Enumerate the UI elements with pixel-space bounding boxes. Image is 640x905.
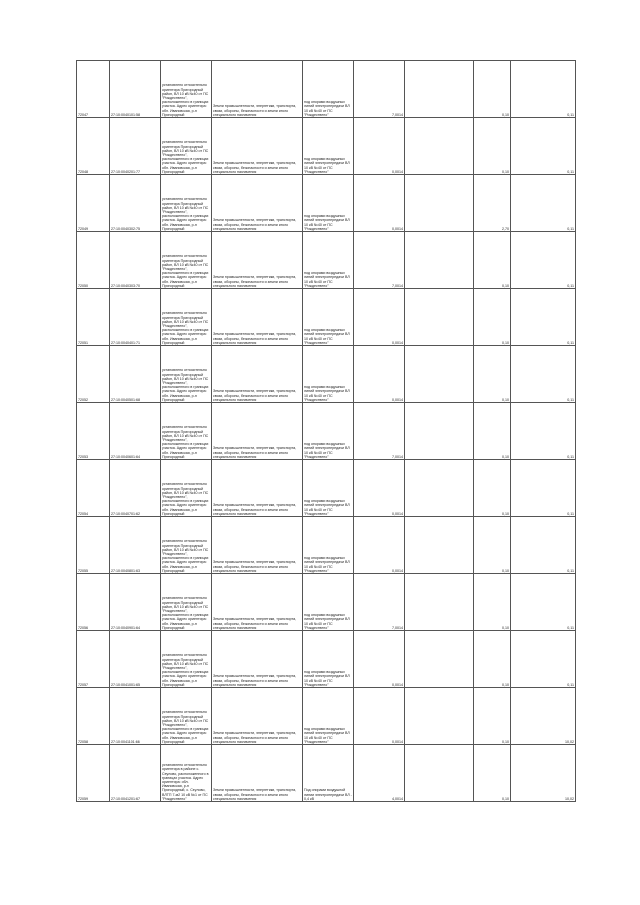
tax-value: 0,11	[511, 175, 576, 232]
cadastral-number: 27:10:0041201:67	[110, 745, 161, 802]
row-id: 72059	[77, 745, 110, 802]
row-id: 72048	[77, 118, 110, 175]
cadastral-number: 27:10:0041001:65	[110, 631, 161, 688]
table-row	[77, 574, 576, 631]
land-category: Земли промышленности, энергетики, транспорта, связи, обороны, безопасности и земли иного специального назначения	[212, 745, 303, 802]
area-value: 0,0014	[354, 631, 405, 688]
rate-value: 0,10	[474, 517, 511, 574]
land-category: Земли промышленности, энергетики, транспорта, связи, обороны, безопасности и земли иного специального назначения	[212, 289, 303, 346]
permitted-use: под опорами воздушных линий электропередачи ВЛ 10 кВ №40 от ПС "Рождествено"	[303, 517, 354, 574]
area-value: 0,0014	[354, 289, 405, 346]
location-description: установлено относительно ориентира Пригородный район, ВЛ 10 кВ №40 от ПС "Рождествено", расположенного в границах участка. Адрес ориентира: обл. Ивановская, р-н Пригородный	[161, 289, 212, 346]
cadastral-number: 27:10:0040303:70	[110, 232, 161, 289]
row-id: 72049	[77, 175, 110, 232]
location-description: установлено относительно ориентира Пригородный район, ВЛ 10 кВ №40 от ПС "Рождествено", расположенного в границах участка. Адрес ориентира: обл. Ивановская, р-н Пригородный	[161, 688, 212, 745]
row-id: 72047	[77, 61, 110, 118]
empty-cell	[405, 289, 474, 346]
empty-cell	[405, 403, 474, 460]
rate-value: 0,10	[474, 289, 511, 346]
location-description: установлено относительно ориентира Пригородный район, ВЛ 10 кВ №40 от ПС "Рождествено", расположенного в границах участка. Адрес ориентира: обл. Ивановская, р-н Пригородный	[161, 346, 212, 403]
row-id: 72057	[77, 631, 110, 688]
land-category: Земли промышленности, энергетики, транспорта, связи, обороны, безопасности и земли иного специального назначения	[212, 61, 303, 118]
row-id: 72051	[77, 289, 110, 346]
empty-cell	[405, 346, 474, 403]
land-category: Земли промышленности, энергетики, транспорта, связи, обороны, безопасности и земли иного специального назначения	[212, 631, 303, 688]
land-register-table	[76, 60, 576, 802]
tax-value: 0,11	[511, 403, 576, 460]
permitted-use: Под опорами воздушной линии электропередачи ВЛ - 0,4 кВ	[303, 745, 354, 802]
cadastral-number: 27:10:0040302:75	[110, 175, 161, 232]
tax-value: 10,02	[511, 688, 576, 745]
land-category: Земли промышленности, энергетики, транспорта, связи, обороны, безопасности и земли иного специального назначения	[212, 460, 303, 517]
permitted-use: под опорами воздушных линий электропередачи ВЛ 10 кВ №40 от ПС "Рождествено"	[303, 574, 354, 631]
cadastral-number: 27:10:0040901:64	[110, 574, 161, 631]
tax-value: 0,11	[511, 346, 576, 403]
area-value: 4,0014	[354, 745, 405, 802]
permitted-use: под опорами воздушных линий электропередачи ВЛ 10 кВ №40 от ПС "Рождествено"	[303, 631, 354, 688]
area-value: 0,0014	[354, 517, 405, 574]
table-row	[77, 631, 576, 688]
permitted-use: под опорами воздушных линий электропередачи ВЛ 10 кВ №40 от ПС "Рождествено"	[303, 460, 354, 517]
empty-cell	[405, 745, 474, 802]
area-value: 0,0014	[354, 346, 405, 403]
cadastral-number: 27:10:0040801:63	[110, 517, 161, 574]
area-value: 7,0014	[354, 574, 405, 631]
cadastral-number: 27:10:0040501:68	[110, 346, 161, 403]
row-id: 72050	[77, 232, 110, 289]
permitted-use: под опорами воздушных линий электропередачи ВЛ 10 кВ №40 от ПС "Рождествено"	[303, 61, 354, 118]
table-row	[77, 118, 576, 175]
table-row	[77, 460, 576, 517]
location-description: установлено относительно ориентира Пригородный район, ВЛ 10 кВ №40 от ПС "Рождествено", расположенного в границах участка. Адрес ориентира: обл. Ивановская, р-н Пригородный	[161, 61, 212, 118]
land-category: Земли промышленности, энергетики, транспорта, связи, обороны, безопасности и земли иного специального назначения	[212, 346, 303, 403]
cadastral-number: 27:10:0041101:66	[110, 688, 161, 745]
cadastral-number: 27:10:0040101:58	[110, 61, 161, 118]
table-row	[77, 688, 576, 745]
table-row	[77, 232, 576, 289]
cadastral-number: 27:10:0040601:64	[110, 403, 161, 460]
area-value: 0,0014	[354, 688, 405, 745]
land-category: Земли промышленности, энергетики, транспорта, связи, обороны, безопасности и земли иного специального назначения	[212, 517, 303, 574]
tax-value: 10,02	[511, 745, 576, 802]
cadastral-number: 27:10:0040701:62	[110, 460, 161, 517]
location-description: установлено относительно ориентира Пригородный район, ВЛ 10 кВ №40 от ПС "Рождествено", расположенного в границах участка. Адрес ориентира: обл. Ивановская, р-н Пригородный	[161, 517, 212, 574]
rate-value: 0,10	[474, 460, 511, 517]
table-row	[77, 517, 576, 574]
permitted-use: под опорами воздушных линий электропередачи ВЛ 10 кВ №40 от ПС "Рождествено"	[303, 118, 354, 175]
tax-value: 0,11	[511, 289, 576, 346]
rate-value: 0,10	[474, 745, 511, 802]
location-description: установлено относительно ориентира в районе с. Сеулово, расположенного в границах участка. Адрес ориентира: обл. Ивановская, р-н Пригородный, с. Сеулово, ВЛТП 7-м2 10 кВ №1 от ПС "Рождествено"	[161, 745, 212, 802]
table-row	[77, 61, 576, 118]
location-description: установлено относительно ориентира Пригородный район, ВЛ 10 кВ №40 от ПС "Рождествено", расположенного в границах участка. Адрес ориентира: обл. Ивановская, р-н Пригородный	[161, 460, 212, 517]
area-value: 0,0014	[354, 175, 405, 232]
row-id: 72052	[77, 346, 110, 403]
tax-value: 0,11	[511, 232, 576, 289]
land-category: Земли промышленности, энергетики, транспорта, связи, обороны, безопасности и земли иного специального назначения	[212, 175, 303, 232]
tax-value: 0,11	[511, 118, 576, 175]
permitted-use: под опорами воздушных линий электропередачи ВЛ 10 кВ №40 от ПС "Рождествено"	[303, 346, 354, 403]
row-id: 72053	[77, 403, 110, 460]
row-id: 72056	[77, 574, 110, 631]
empty-cell	[405, 460, 474, 517]
location-description: установлено относительно ориентира Пригородный район, ВЛ 10 кВ №40 от ПС "Рождествено", расположенного в границах участка. Адрес ориентира: обл. Ивановская, р-н Пригородный	[161, 175, 212, 232]
area-value: 7,0014	[354, 403, 405, 460]
area-value: 0,0014	[354, 460, 405, 517]
row-id: 72058	[77, 688, 110, 745]
empty-cell	[405, 232, 474, 289]
permitted-use: под опорами воздушных линий электропередачи ВЛ 10 кВ №40 от ПС "Рождествено"	[303, 289, 354, 346]
location-description: установлено относительно ориентира Пригородный район, ВЛ 10 кВ №40 от ПС "Рождествено", расположенного в границах участка. Адрес ориентира: обл. Ивановская, р-н Пригородный	[161, 574, 212, 631]
tax-value: 0,11	[511, 460, 576, 517]
table-row	[77, 745, 576, 802]
rate-value: 0,10	[474, 688, 511, 745]
land-category: Земли промышленности, энергетики, транспорта, связи, обороны, безопасности и земли иного специального назначения	[212, 688, 303, 745]
empty-cell	[405, 688, 474, 745]
permitted-use: под опорами воздушных линий электропередачи ВЛ 10 кВ №40 от ПС "Рождествено"	[303, 175, 354, 232]
tax-value: 0,11	[511, 631, 576, 688]
empty-cell	[405, 118, 474, 175]
rate-value: 2,70	[474, 175, 511, 232]
land-category: Земли промышленности, энергетики, транспорта, связи, обороны, безопасности и земли иного специального назначения	[212, 574, 303, 631]
table-row	[77, 346, 576, 403]
cadastral-number: 27:10:0040401:71	[110, 289, 161, 346]
tax-value: 0,11	[511, 61, 576, 118]
empty-cell	[405, 61, 474, 118]
empty-cell	[405, 517, 474, 574]
location-description: установлено относительно ориентира Пригородный район, ВЛ 10 кВ №40 от ПС "Рождествено", расположенного в границах участка. Адрес ориентира: обл. Ивановская, р-н Пригородный	[161, 631, 212, 688]
permitted-use: под опорами воздушных линий электропередачи ВЛ 10 кВ №40 от ПС "Рождествено"	[303, 232, 354, 289]
permitted-use: под опорами воздушных линий электропередачи ВЛ 10 кВ №40 от ПС "Рождествено"	[303, 688, 354, 745]
land-category: Земли промышленности, энергетики, транспорта, связи, обороны, безопасности и земли иного специального назначения	[212, 403, 303, 460]
rate-value: 0,10	[474, 403, 511, 460]
land-category: Земли промышленности, энергетики, транспорта, связи, обороны, безопасности и земли иного специального назначения	[212, 232, 303, 289]
empty-cell	[405, 175, 474, 232]
area-value: 7,0014	[354, 232, 405, 289]
rate-value: 0,10	[474, 61, 511, 118]
row-id: 72054	[77, 460, 110, 517]
rate-value: 0,10	[474, 631, 511, 688]
land-category: Земли промышленности, энергетики, транспорта, связи, обороны, безопасности и земли иного специального назначения	[212, 118, 303, 175]
area-value: 7,0014	[354, 61, 405, 118]
location-description: установлено относительно ориентира Пригородный район, ВЛ 10 кВ №40 от ПС "Рождествено", расположенного в границах участка. Адрес ориентира: обл. Ивановская, р-н Пригородный	[161, 403, 212, 460]
table-row	[77, 175, 576, 232]
location-description: установлено относительно ориентира Пригородный район, ВЛ 10 кВ №40 от ПС "Рождествено", расположенного в границах участка. Адрес ориентира: обл. Ивановская, р-н Пригородный	[161, 118, 212, 175]
tax-value: 0,11	[511, 517, 576, 574]
cadastral-number: 27:10:0040201:77	[110, 118, 161, 175]
rate-value: 0,10	[474, 232, 511, 289]
table-row	[77, 289, 576, 346]
empty-cell	[405, 631, 474, 688]
rate-value: 0,10	[474, 118, 511, 175]
area-value: 0,0014	[354, 118, 405, 175]
table-row	[77, 403, 576, 460]
row-id: 72055	[77, 517, 110, 574]
tax-value: 0,11	[511, 574, 576, 631]
location-description: установлено относительно ориентира Пригородный район, ВЛ 10 кВ №40 от ПС "Рождествено", расположенного в границах участка. Адрес ориентира: обл. Ивановская, р-н Пригородный	[161, 232, 212, 289]
empty-cell	[405, 574, 474, 631]
rate-value: 0,10	[474, 346, 511, 403]
permitted-use: под опорами воздушных линий электропередачи ВЛ 10 кВ №40 от ПС "Рождествено"	[303, 403, 354, 460]
rate-value: 0,10	[474, 574, 511, 631]
